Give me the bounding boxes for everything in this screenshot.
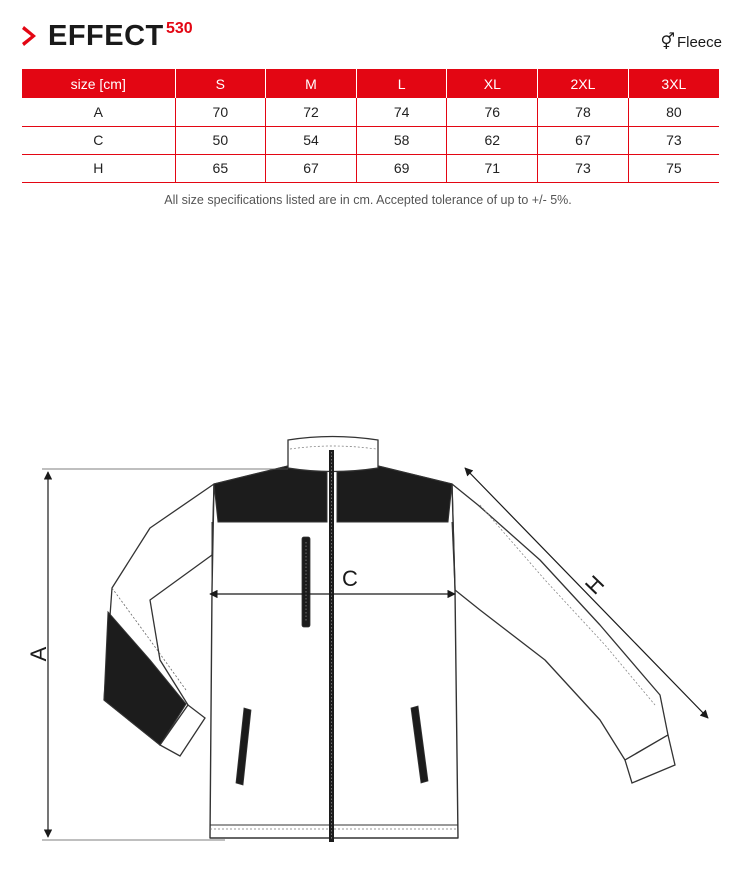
table-cell: 78 (538, 98, 629, 126)
table-cell: 73 (538, 154, 629, 182)
left-yoke-panel (214, 466, 327, 522)
table-cell: 74 (356, 98, 447, 126)
unisex-icon: ⚥ (660, 34, 675, 51)
table-cell: 54 (266, 126, 357, 154)
right-sleeve (452, 484, 668, 760)
table-cell: 70 (175, 98, 266, 126)
size-header-m: M (266, 69, 357, 98)
size-header-2xl: 2XL (538, 69, 629, 98)
product-code: 530 (166, 20, 193, 37)
table-cell: 65 (175, 154, 266, 182)
table-cell: 75 (628, 154, 719, 182)
table-cell: 67 (266, 154, 357, 182)
material-label: Fleece (676, 34, 722, 51)
table-cell: 50 (175, 126, 266, 154)
size-header-xl: XL (447, 69, 538, 98)
table-cell: 80 (628, 98, 719, 126)
table-cell: 62 (447, 126, 538, 154)
product-title: EFFECT (48, 20, 164, 52)
table-cell: 58 (356, 126, 447, 154)
size-header-l: L (356, 69, 447, 98)
row-label: A (22, 98, 175, 126)
size-header-s: S (175, 69, 266, 98)
label-a: A (26, 646, 51, 662)
table-cell: 71 (447, 154, 538, 182)
table-cell: 73 (628, 126, 719, 154)
size-header-label: size [cm] (22, 69, 175, 98)
table-cell: 69 (356, 154, 447, 182)
table-cell: 76 (447, 98, 538, 126)
label-h: H (580, 570, 610, 600)
table-cell: 72 (266, 98, 357, 126)
table-cell: 67 (538, 126, 629, 154)
size-header-3xl: 3XL (628, 69, 719, 98)
row-label: C (22, 126, 175, 154)
row-label: H (22, 154, 175, 182)
tolerance-note: All size specifications listed are in cm. Accepted tolerance of up to +/- 5%. (164, 193, 572, 207)
label-c: C (342, 566, 358, 591)
right-yoke-panel (337, 466, 452, 522)
